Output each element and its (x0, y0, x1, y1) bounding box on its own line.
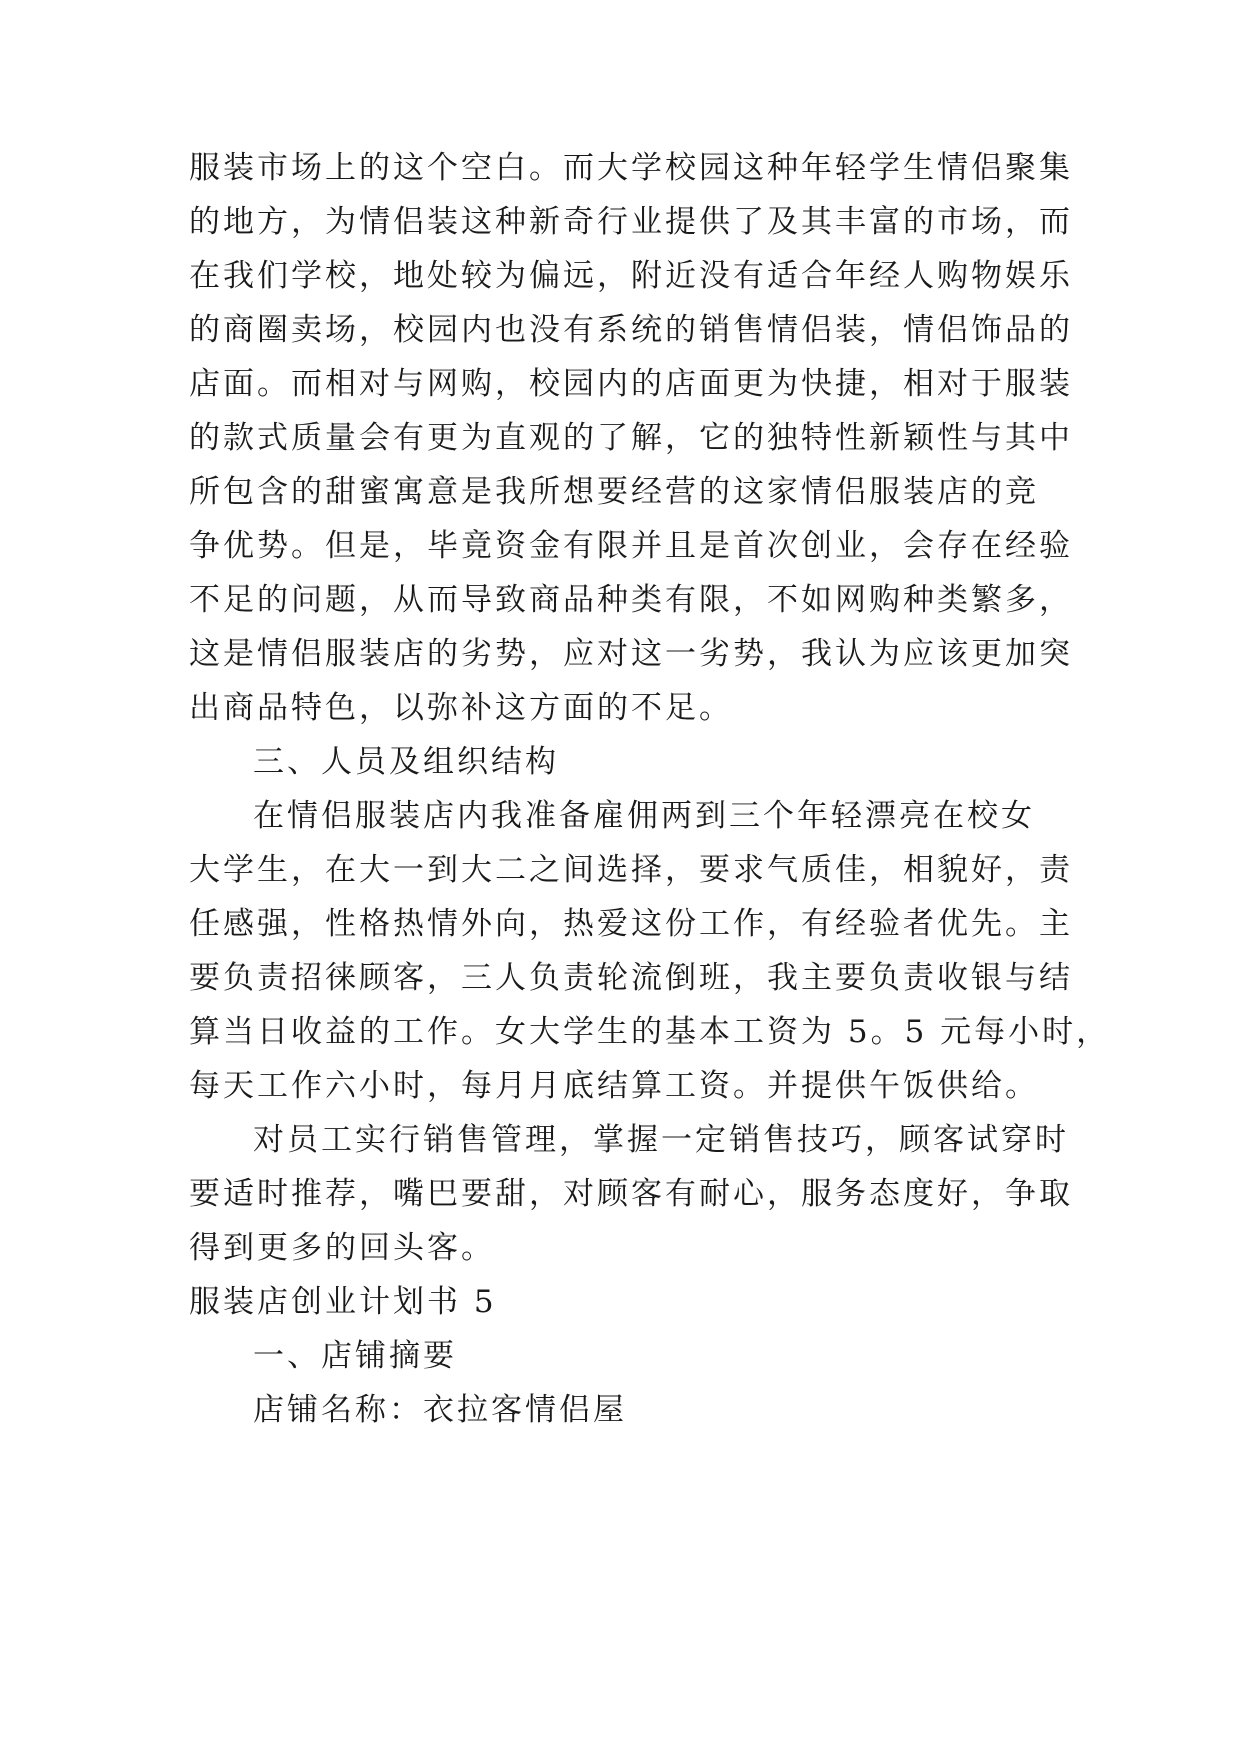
text-line: 得到更多的回头客。 (189, 1230, 495, 1266)
text-line: 大学生，在大一到大二之间选择，要求气质佳，相貌好，责 (189, 852, 1073, 888)
text-line: 的地方，为情侣装这种新奇行业提供了及其丰富的市场，而 (189, 204, 1073, 240)
text-line: 服装市场上的这个空白。而大学校园这种年轻学生情侣聚集 (189, 150, 1073, 186)
text-line: 出商品特色，以弥补这方面的不足。 (189, 690, 733, 726)
text-line: 店铺名称：衣拉客情侣屋 (253, 1392, 627, 1428)
text-line: 在我们学校，地处较为偏远，附近没有适合年经人购物娱乐 (189, 258, 1073, 294)
text-line: 要适时推荐，嘴巴要甜，对顾客有耐心，服务态度好，争取 (189, 1176, 1073, 1212)
text-line: 任感强，性格热情外向，热爱这份工作，有经验者优先。主 (189, 906, 1073, 942)
text-line: 所包含的甜蜜寓意是我所想要经营的这家情侣服装店的竞 (189, 474, 1039, 510)
section-heading: 三、人员及组织结构 (253, 744, 559, 780)
text-line: 要负责招徕顾客，三人负责轮流倒班，我主要负责收银与结 (189, 960, 1073, 996)
text-line: 这是情侣服装店的劣势，应对这一劣势，我认为应该更加突 (189, 636, 1073, 672)
text-line: 在情侣服装店内我准备雇佣两到三个年轻漂亮在校女 (253, 798, 1035, 834)
text-line: 的款式质量会有更为直观的了解，它的独特性新颖性与其中 (189, 420, 1073, 456)
text-line: 店面。而相对与网购，校园内的店面更为快捷，相对于服装 (189, 366, 1073, 402)
section-heading: 一、店铺摘要 (253, 1338, 457, 1374)
text-line: 算当日收益的工作。女大学生的基本工资为 5。5 元每小时， (189, 1014, 1111, 1050)
text-line: 不足的问题，从而导致商品种类有限，不如网购种类繁多， (189, 582, 1073, 618)
text-line: 的商圈卖场，校园内也没有系统的销售情侣装，情侣饰品的 (189, 312, 1073, 348)
text-line: 每天工作六小时，每月月底结算工资。并提供午饭供给。 (189, 1068, 1039, 1104)
text-line: 对员工实行销售管理，掌握一定销售技巧，顾客试穿时 (253, 1122, 1069, 1158)
document-title: 服装店创业计划书 5 (189, 1284, 497, 1320)
text-line: 争优势。但是，毕竟资金有限并且是首次创业，会存在经验 (189, 528, 1073, 564)
